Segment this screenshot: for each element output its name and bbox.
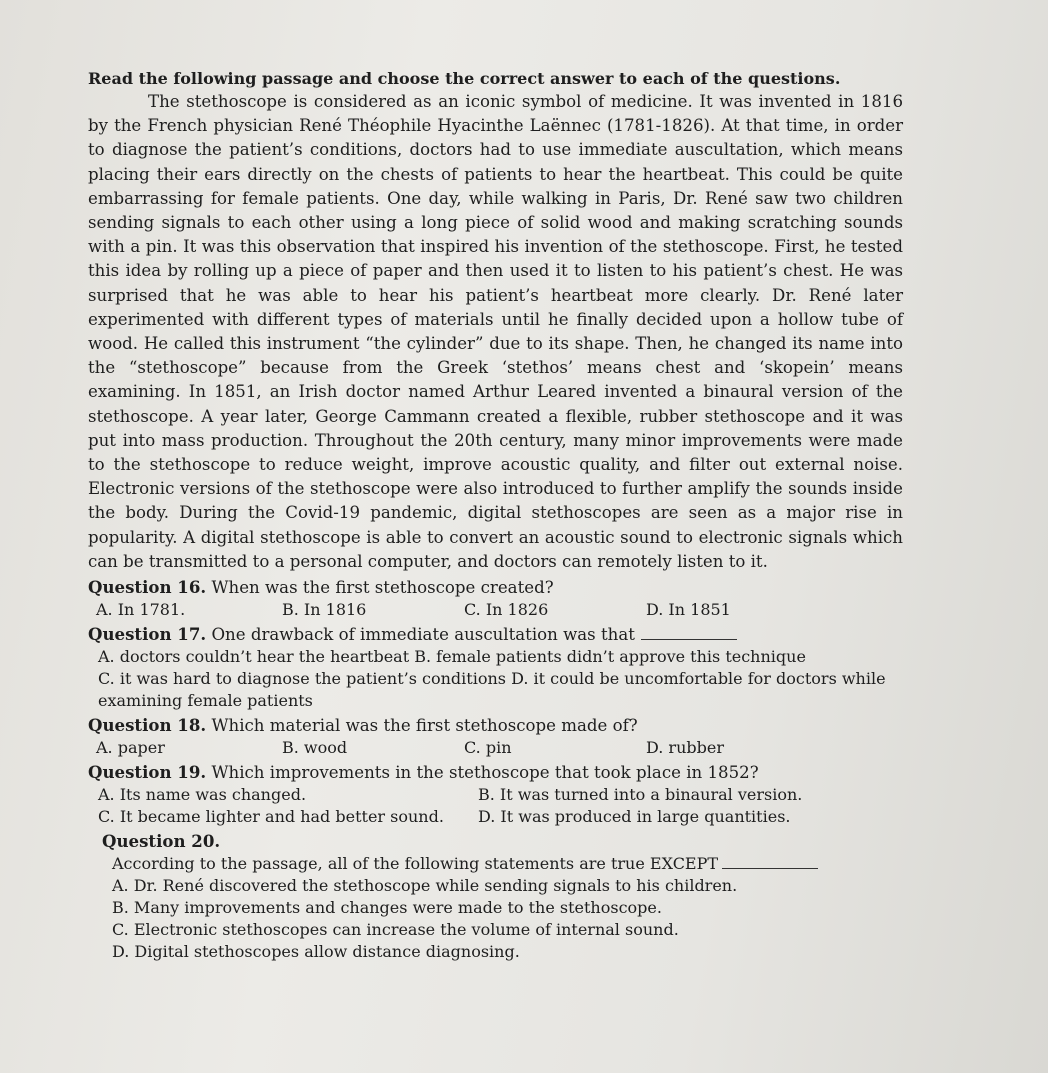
question-text: One drawback of immediate auscultation was that <box>211 625 635 645</box>
option-b: B. Many improvements and changes were made to the stethoscope. <box>112 898 662 918</box>
option-c: C. In 1826 <box>464 600 549 620</box>
option-d: D. Digital stethoscopes allow distance diagnosing. <box>112 942 520 962</box>
option-c: C. pin <box>464 738 512 758</box>
question-text: When was the first stethoscope created? <box>211 578 554 598</box>
option-a: A. Its name was changed. <box>98 785 307 805</box>
option-d: D. In 1851 <box>646 600 731 620</box>
reading-passage: The stethoscope is considered as an iconic symbol of medicine. It was invented in 1816 by the French physician René Théophile Hyacinthe Laënnec (1781-1826). At that time, in order to diagnose the patient’s conditions, doctors had to use immediate auscultation, which means placing their ears directly on the chests of patients to hear the heartbeat. This could be quite embarrassing for female patients. One day, while walking in Paris, Dr. René saw two children sending signals to each other using a long piece of solid wood and making scratching sounds with a pin. It was this observation that inspired his invention of the stethoscope. First, he tested this idea by rolling up a piece of paper and then used it to listen to his patient’s chest. He was surprised that he was able to hear his patient’s heartbeat more clearly. Dr. René later experimented with different types of materials until he finally decided upon a hollow tube of wood. He called this instrument “the cylinder” due to its shape. Then, he changed its name into the “stethoscope” because from the Greek ‘stethos’ means chest and ‘skopein’ means examining. In 1851, an Irish doctor named Arthur Leared invented a binaural version of the stethoscope. A year later, George Cammann created a flexible, rubber stethoscope and it was put into mass production. Throughout the 20th century, many minor improvements were made to the stethoscope to reduce weight, improve acoustic quality, and filter out external noise. Electronic versions of the stethoscope were also introduced to further amplify the sounds inside the body. During the Covid-19 pandemic, digital stethoscopes are seen as a major rise in popularity. A digital stethoscope is able to convert an acoustic sound to electronic signals which can be transmitted to a personal computer, and doctors can remotely listen to it. <box>88 92 903 571</box>
question-17 <box>88 623 903 646</box>
question-19 <box>88 761 903 784</box>
question-text: Which improvements in the stethoscope that took place in 1852? <box>211 763 759 783</box>
answer-blank <box>722 868 818 869</box>
option-b: B. It was turned into a binaural version. <box>478 785 803 805</box>
question-19-options <box>88 784 903 828</box>
option-b: B. wood <box>282 738 348 758</box>
question-16-options <box>88 599 903 621</box>
question-16 <box>88 576 903 599</box>
option-a: A. paper <box>96 738 165 758</box>
question-17-options-line-1: A. doctors couldn’t hear the heartbeat B. female patients didn’t approve this technique <box>98 647 806 667</box>
question-20-stem <box>102 853 903 875</box>
question-18-options <box>88 737 903 759</box>
worksheet-content <box>88 68 903 963</box>
instruction: Read the following passage and choose the correct answer to each of the questions. <box>88 69 841 88</box>
option-a: A. Dr. René discovered the stethoscope while sending signals to his children. <box>112 876 738 896</box>
question-number: Question 16. <box>88 577 207 598</box>
option-c: C. It became lighter and had better sound. <box>98 807 444 827</box>
option-d: D. It was produced in large quantities. <box>478 807 791 827</box>
question-number: Question 17. <box>88 624 207 645</box>
option-d: D. rubber <box>646 738 724 758</box>
option-a: A. In 1781. <box>96 600 186 620</box>
answer-blank <box>641 639 737 640</box>
question-text: Which material was the first stethoscope made of? <box>211 716 638 736</box>
question-number: Question 20. <box>102 831 221 852</box>
question-18 <box>88 714 903 737</box>
question-17-options-line-2: C. it was hard to diagnose the patient’s conditions D. it could be uncomfortable for doctors while examining female patients <box>98 669 886 711</box>
option-c: C. Electronic stethoscopes can increase the volume of internal sound. <box>112 920 679 940</box>
question-number: Question 19. <box>88 762 207 783</box>
question-number: Question 18. <box>88 715 207 736</box>
option-b: B. In 1816 <box>282 600 367 620</box>
question-20 <box>102 830 903 853</box>
question-text: According to the passage, all of the following statements are true EXCEPT <box>112 854 719 874</box>
